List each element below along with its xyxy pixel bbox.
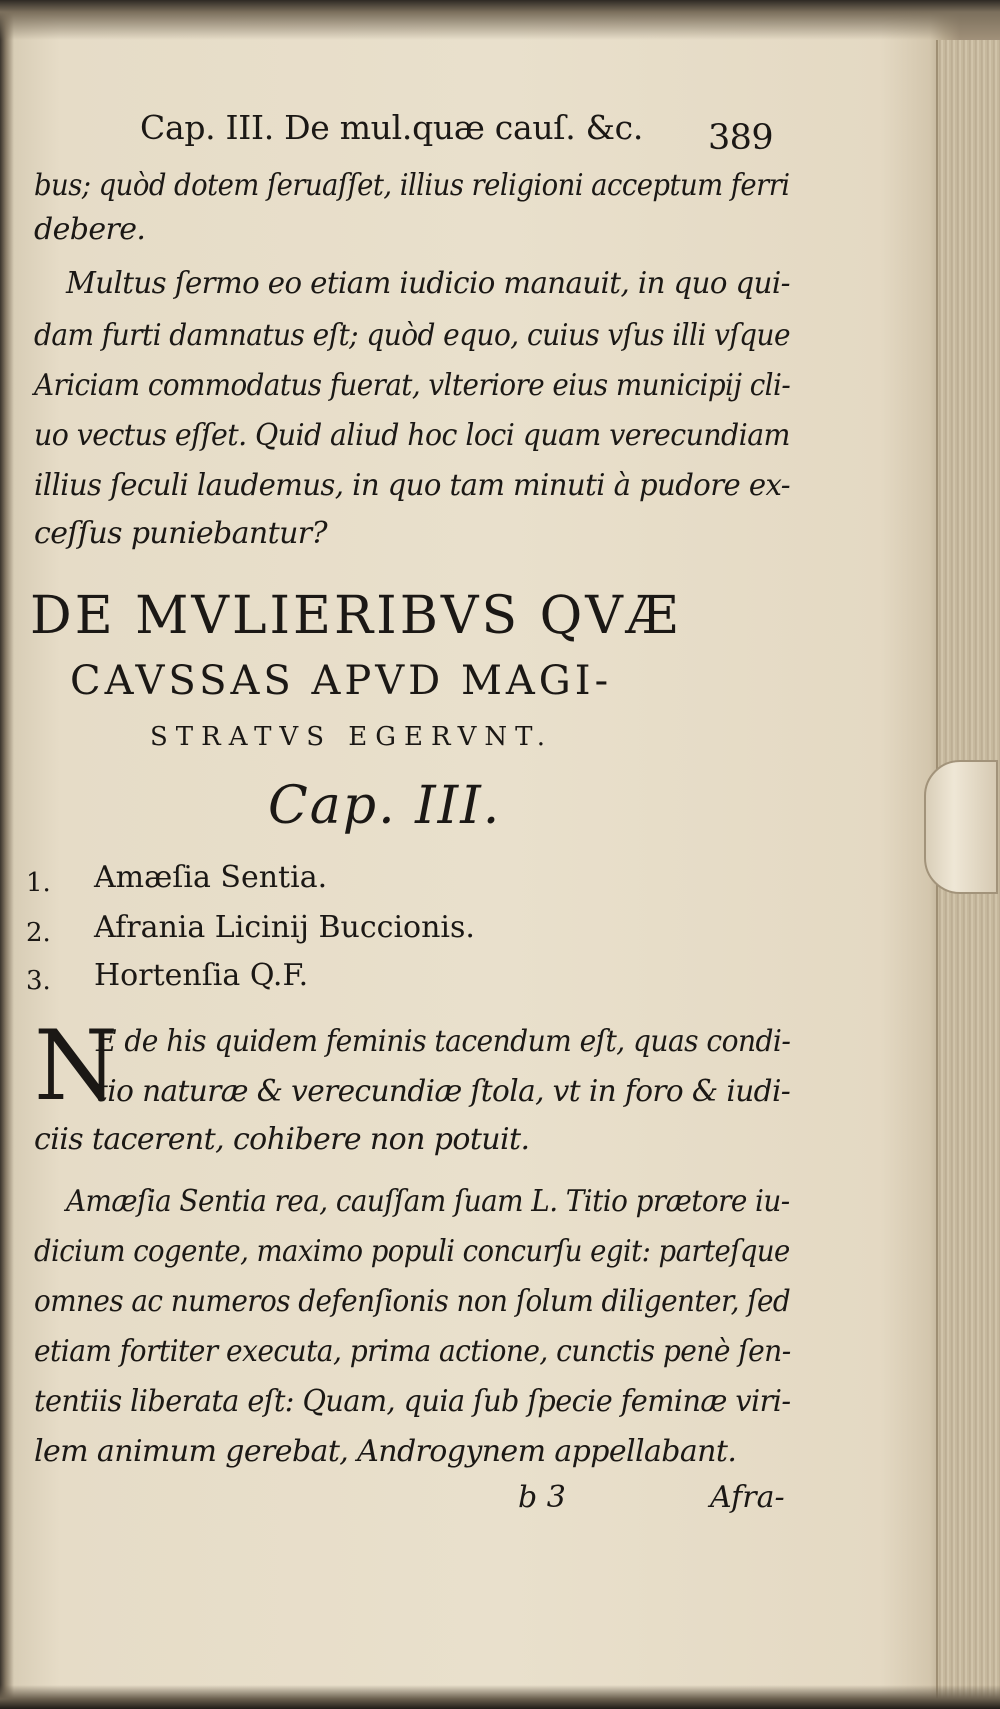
body-line: ceſſus puniebantur? <box>34 516 328 551</box>
body-line: illius ſeculi laudemus, in quo tam minuti à pudore ex- <box>34 468 791 503</box>
contents-item: Afrania Licinij Buccionis. <box>94 910 475 945</box>
paragraph-line: tio naturæ & verecundiæ ſtola, vt in foro & iudi- <box>96 1074 791 1109</box>
catchword: Afra- <box>710 1480 785 1515</box>
paragraph-line: Amæſia Sentia rea, cauſſam ſuam L. Titio prætore iu- <box>66 1184 790 1219</box>
chapter-title-line: CAVSSAS APVD MAGI- <box>70 658 613 704</box>
paragraph-line: E de his quidem feminis tacendum eſt, quas condi- <box>96 1024 791 1059</box>
body-line: dam furti damnatus eſt; quòd equo, cuius vſus illi vſque <box>34 318 791 353</box>
page-bottom-shadow <box>0 1685 1000 1709</box>
body-line: Ariciam commodatus fuerat, vlteriore eius municipij cli- <box>34 368 791 403</box>
thumb-tab <box>924 760 998 894</box>
page-top-shadow <box>0 0 1000 40</box>
body-line: uo vectus eſſet. Quid aliud hoc loci quam verecundiam <box>34 418 790 453</box>
contents-item: Hortenſia Q.F. <box>94 958 309 993</box>
contents-number: 3. <box>26 966 51 996</box>
chapter-title-line: DE MVLIERIBVS QVÆ <box>30 586 681 646</box>
chapter-label: Cap. III. <box>268 776 502 836</box>
contents-item: Amæſia Sentia. <box>94 860 328 895</box>
signature-mark: b 3 <box>518 1480 566 1515</box>
paragraph-line: tentiis liberata eſt: Quam, quia ſub ſpecie feminæ viri- <box>34 1384 791 1419</box>
contents-number: 1. <box>26 868 51 898</box>
paragraph-line: ciis tacerent, cohibere non potuit. <box>34 1122 530 1157</box>
body-line: bus; quòd dotem ſeruaſſet, illius religioni acceptum ferri <box>34 168 790 203</box>
body-line: debere. <box>34 212 146 247</box>
running-title: Cap. III. De mul.quæ cauſ. &c. <box>140 108 644 147</box>
paragraph-line: lem animum gerebat, Androgynem appellabant. <box>34 1434 737 1469</box>
contents-number: 2. <box>26 918 51 948</box>
page-number: 389 <box>708 118 774 158</box>
paragraph-line: dicium cogente, maximo populi concurſu egit: parteſque <box>34 1234 790 1269</box>
body-line: Multus ſermo eo etiam iudicio manauit, in quo qui- <box>66 266 790 301</box>
paragraph-line: etiam fortiter executa, prima actione, cunctis penè ſen- <box>34 1334 791 1369</box>
drop-cap: N <box>34 1010 118 1122</box>
paragraph-line: omnes ac numeros defenſionis non ſolum diligenter, ſed <box>34 1284 791 1319</box>
chapter-title-line: STRATVS EGERVNT. <box>150 722 553 752</box>
